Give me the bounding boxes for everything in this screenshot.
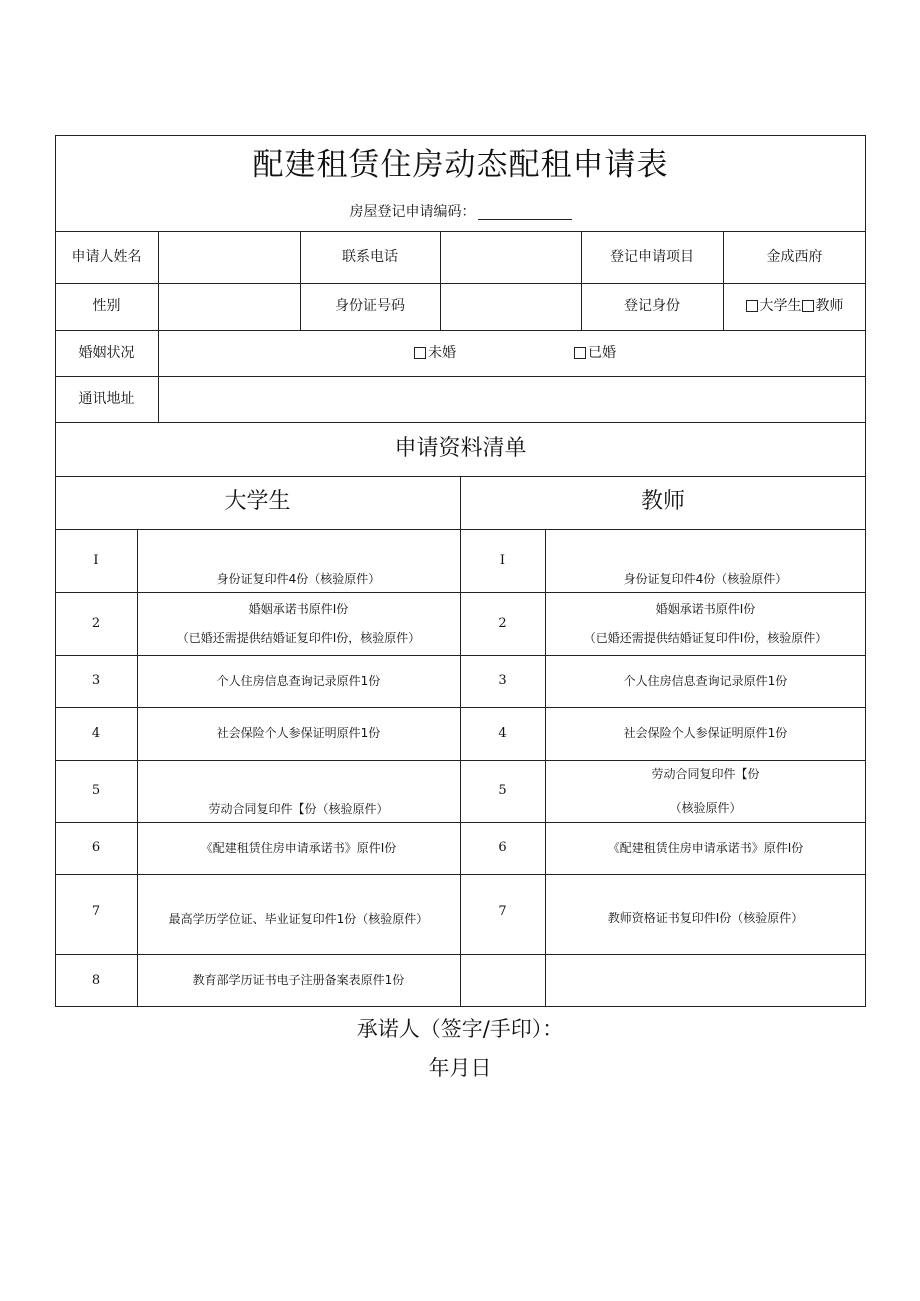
column-teacher: 教师 [640, 489, 685, 515]
address-label: 通讯地址 [78, 390, 135, 407]
student-item-text: 社会保险个人参保证明原件1份 [216, 726, 381, 741]
teacher-item-text: 劳动合同复印件【份 （核验原件） [651, 766, 760, 815]
project-label: 登记申请项目 [610, 248, 694, 265]
student-item-number: 3 [91, 673, 101, 689]
gender-label: 性别 [92, 298, 121, 315]
registration-code-field[interactable] [478, 205, 572, 220]
teacher-item-number: 2 [498, 615, 507, 631]
student-item-number: 6 [91, 840, 101, 856]
teacher-item-text: 个人住房信息查询记录原件1份 [623, 673, 788, 688]
student-item-text: 身份证复印件4份（核验原件） [216, 571, 381, 586]
student-item-text: 个人住房信息查询记录原件1份 [216, 673, 381, 688]
marital-label: 婚姻状况 [78, 344, 135, 361]
registration-code-label: 房屋登记申请编码： [349, 203, 476, 220]
checkbox-icon [802, 300, 814, 312]
date-label: 年月日 [428, 1056, 492, 1081]
identity-options [723, 283, 866, 330]
teacher-item-text: 身份证复印件4份（核验原件） [623, 571, 788, 586]
teacher-item-number: 4 [498, 725, 507, 741]
teacher-item-number: 6 [498, 840, 507, 856]
address-field[interactable] [158, 376, 866, 422]
phone-field[interactable] [440, 231, 581, 283]
id-number-field[interactable] [440, 283, 581, 330]
form-title: 配建租赁住房动态配租申请表 [252, 147, 669, 184]
student-item-number: 2 [91, 615, 101, 631]
identity-label: 登记身份 [624, 298, 680, 315]
teacher-item-number: 7 [498, 904, 507, 919]
column-student: 大学生 [224, 489, 291, 515]
project-value: 金成西府 [766, 248, 823, 265]
applicant-name-label: 申请人姓名 [71, 248, 142, 265]
teacher-item-text: 社会保险个人参保证明原件1份 [623, 726, 788, 741]
teacher-item-number: I [499, 553, 506, 568]
teacher-item-empty [545, 954, 866, 1007]
teacher-item-text: 《配建租赁住房申请承诺书》原件I份 [607, 840, 804, 855]
teacher-item-text: 教师资格证书复印件I份（核验原件） [607, 910, 804, 925]
marital-option-married[interactable]: 已婚 [565, 330, 625, 376]
student-item-text: 《配建租赁住房申请承诺书》原件I份 [200, 840, 397, 855]
checkbox-icon [746, 300, 758, 312]
checkbox-icon [574, 347, 586, 359]
materials-title: 申请资料清单 [394, 435, 527, 461]
student-item-text: 最高学历学位证、毕业证复印件1份（核验原件） [168, 911, 429, 926]
marital-option-unmarried[interactable]: 未婚 [405, 330, 465, 376]
student-item-text: 劳动合同复印件【份（核验原件） [208, 801, 389, 816]
student-item-number: 8 [91, 972, 101, 988]
student-item-text: 教育部学历证书电子注册备案表原件1份 [192, 973, 405, 988]
teacher-item-number: 3 [498, 673, 507, 689]
identity-option-teacher[interactable]: 教师 [802, 298, 844, 315]
id-number-label: 身份证号码 [335, 298, 405, 315]
signature-label: 承诺人（签字/手印）： [356, 1017, 564, 1042]
student-item-number: 4 [91, 725, 101, 741]
student-item-number: I [93, 553, 99, 568]
gender-field[interactable] [158, 283, 300, 330]
applicant-name-field[interactable] [158, 231, 300, 283]
identity-option-student[interactable]: 大学生 [746, 298, 802, 315]
phone-label: 联系电话 [342, 248, 398, 265]
student-item-number: 5 [91, 783, 101, 799]
teacher-item-number: 5 [498, 783, 507, 799]
student-item-text: 婚姻承诺书原件I份 （已婚还需提供结婚证复印件I份，核验原件） [176, 602, 421, 645]
teacher-item-text: 婚姻承诺书原件I份 （已婚还需提供结婚证复印件I份，核验原件） [583, 602, 828, 645]
checkbox-icon [414, 347, 426, 359]
registration-code [55, 200, 866, 224]
student-item-number: 7 [91, 904, 101, 919]
